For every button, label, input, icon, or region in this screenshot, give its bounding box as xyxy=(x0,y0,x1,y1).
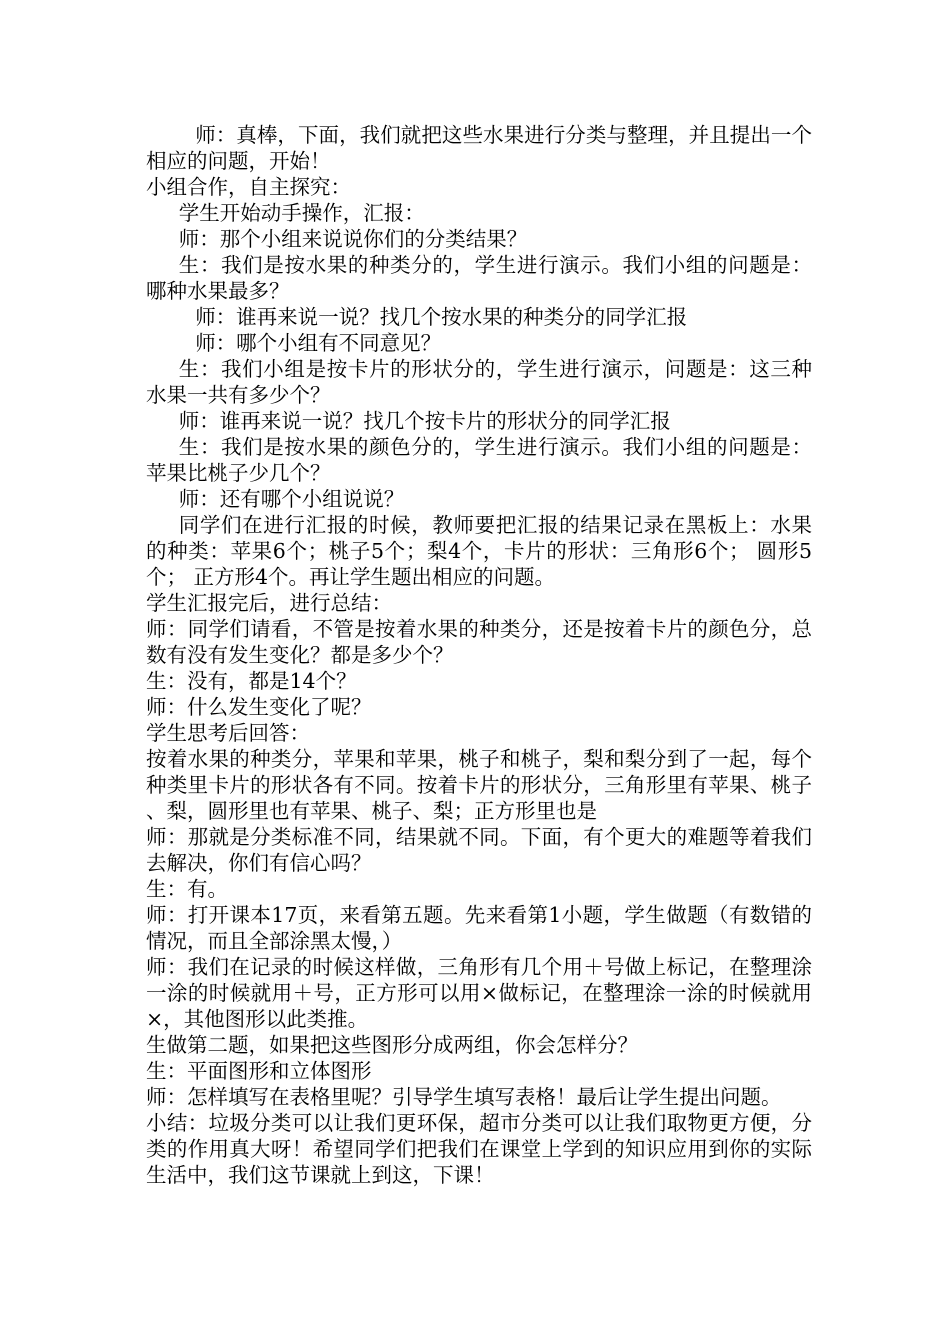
paragraph: 师：我们在记录的时候这样做，三角形有几个用＋号做上标记，在整理涂一涂的时候就用＋号，正方形可以用×做标记，在整理涂一涂的时候就用×，其他图形以此类推。 xyxy=(146,955,812,1031)
paragraph: 师：什么发生变化了呢？ xyxy=(146,695,372,719)
paragraph: 学生汇报完后，进行总结： xyxy=(146,591,392,615)
paragraph: 师：同学们请看，不管是按着水果的种类分，还是按着卡片的颜色分，总数有没有发生变化？都是多少个？ xyxy=(146,617,812,667)
paragraph: 师：那个小组来说说你们的分类结果？ xyxy=(178,227,528,251)
paragraph: 学生开始动手操作，汇报： xyxy=(178,201,425,225)
paragraph: 师：谁再来说一说？找几个按卡片的形状分的同学汇报 xyxy=(178,409,671,433)
paragraph: 师：那就是分类标准不同，结果就不同。下面，有个更大的难题等着我们去解决，你们有信心吗？ xyxy=(146,825,812,875)
paragraph: 师：谁再来说一说？找几个按水果的种类分的同学汇报 xyxy=(195,305,688,329)
paragraph: 小结：垃圾分类可以让我们更环保，超市分类可以让我们取物更方便，分类的作用真大呀！希望同学们把我们在课堂上学到的知识应用到你的实际生活中，我们这节课就上到这，下课！ xyxy=(146,1111,812,1187)
paragraph: 学生思考后回答： xyxy=(146,721,310,745)
paragraph: 生：我们小组是按卡片的形状分的，学生进行演示，问题是：这三种水果一共有多少个？ xyxy=(146,357,812,407)
paragraph: 生：我们是按水果的种类分的，学生进行演示。我们小组的问题是：哪种水果最多？ xyxy=(146,253,812,303)
paragraph: 生：没有，都是14个？ xyxy=(146,669,357,693)
paragraph: 生做第二题，如果把这些图形分成两组，你会怎样分？ xyxy=(146,1033,638,1057)
paragraph: 生：我们是按水果的颜色分的，学生进行演示。我们小组的问题是：苹果比桃子少几个？ xyxy=(146,435,812,485)
paragraph: 师：怎样填写在表格里呢？引导学生填写表格！最后让学生提出问题。 xyxy=(146,1085,782,1109)
paragraph: 师：还有哪个小组说说？ xyxy=(178,487,405,511)
paragraph: 小组合作，自主探究： xyxy=(146,175,351,199)
paragraph: 师：真棒，下面，我们就把这些水果进行分类与整理，并且提出一个相应的问题，开始！ xyxy=(146,123,812,173)
paragraph: 师：哪个小组有不同意见？ xyxy=(195,331,442,355)
document-body xyxy=(146,122,812,1188)
paragraph: 生：有。 xyxy=(146,877,228,901)
paragraph: 按着水果的种类分，苹果和苹果，桃子和桃子，梨和梨分到了一起，每个种类里卡片的形状各有不同。按着卡片的形状分，三角形里有苹果、桃子、梨，圆形里也有苹果、桃子、梨；正方形里也是 xyxy=(146,747,812,823)
paragraph: 同学们在进行汇报的时候，教师要把汇报的结果记录在黑板上：水果的种类：苹果6个；桃子5个；梨4个，卡片的形状：三角形6个； 圆形5个； 正方形4个。再让学生题出相应的问题。 xyxy=(146,513,812,589)
paragraph: 生：平面图形和立体图形 xyxy=(146,1059,372,1083)
paragraph: 师：打开课本17页，来看第五题。先来看第1小题，学生做题（有数错的情况，而且全部涂黑太慢，） xyxy=(146,903,812,953)
